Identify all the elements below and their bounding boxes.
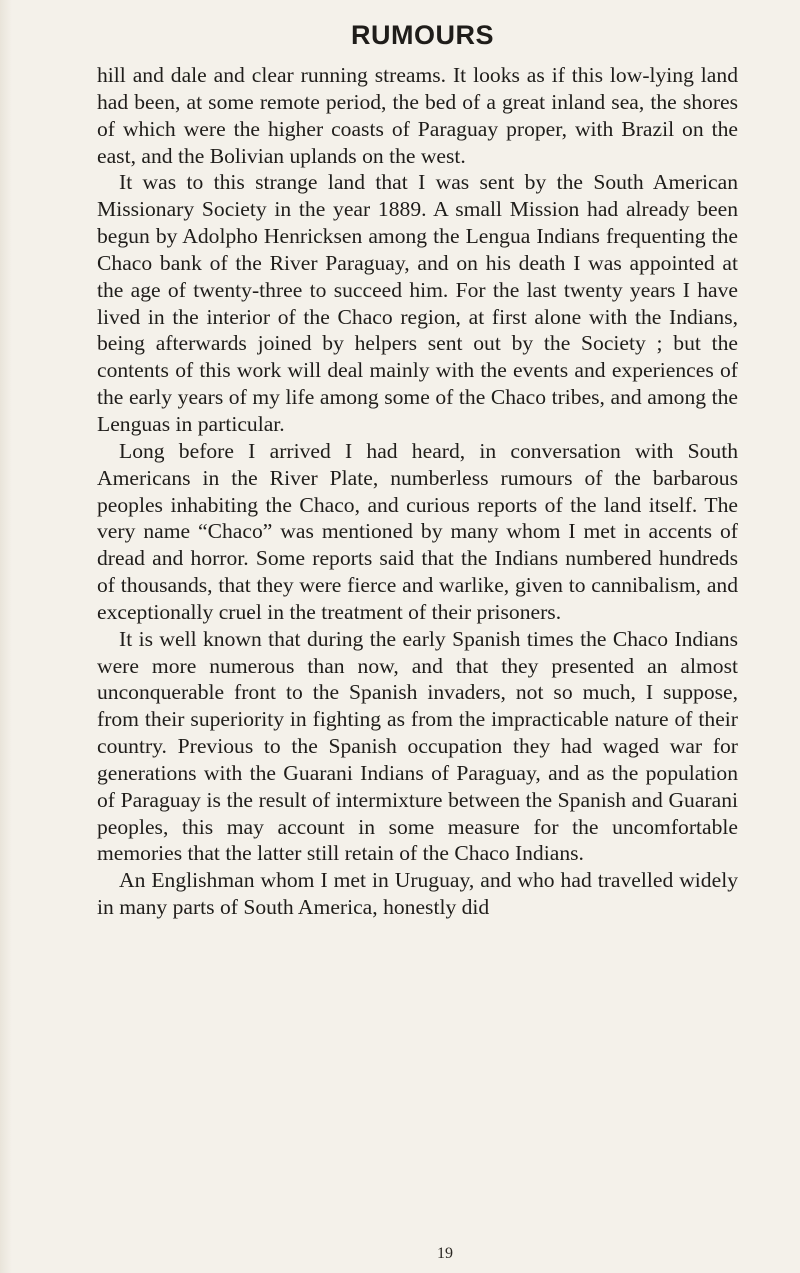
paragraph-3: Long before I arrived I had heard, in conversation with South Americans in the River Plate, numberless rumours of the barbarous peoples inhabiting the Chaco, and curious reports of the land itself. The very name “Chaco” was mentioned by many whom I met in accents of dread and horror. Some reports said that the Indians numbered hundreds of thousands, that they were fierce and warlike, given to cannibalism, and exceptionally cruel in the treatment of their prisoners.	[97, 438, 738, 624]
running-head: RUMOURS	[351, 20, 494, 50]
paragraph-1: hill and dale and clear running streams. It looks as if this low-lying land had been, at some remote period, the bed of a great inland sea, the shores of which were the higher coasts of Paraguay proper, with Brazil on the east, and the Bolivian uplands on the west.	[97, 63, 738, 168]
page-number: 19	[437, 1245, 453, 1262]
paragraph-2: It was to this strange land that I was sent by the South American Missionary Society in the year 1889. A small Mission had already been begun by Adolpho Henricksen among the Lengua Indians frequenting the Chaco bank of the River Paraguay, and on his death I was appointed at the age of twenty-three to succeed him. For the last twenty years I have lived in the interior of the Chaco region, at first alone with the Indians, being afterwards joined by helpers sent out by the Society ; but the contents of this work will deal mainly with the events and experiences of the early years of my life among some of the Chaco tribes, and among the Lenguas in particular.	[97, 170, 738, 436]
body-text	[97, 62, 738, 921]
paragraph-4: It is well known that during the early Spanish times the Chaco Indians were more numerous than now, and that they presented an almost unconquerable front to the Spanish invaders, not so much, I suppose, from their superiority in fighting as from the impracticable nature of their country. Previous to the Spanish occupation they had waged war for generations with the Guarani Indians of Paraguay, and as the population of Paraguay is the result of intermixture between the Spanish and Guarani peoples, this may account in some measure for the uncomfortable memories that the latter still retain of the Chaco Indians.	[97, 626, 738, 866]
paragraph-5: An Englishman whom I met in Uruguay, and who had travelled widely in many parts of South America, honestly did	[97, 868, 738, 920]
